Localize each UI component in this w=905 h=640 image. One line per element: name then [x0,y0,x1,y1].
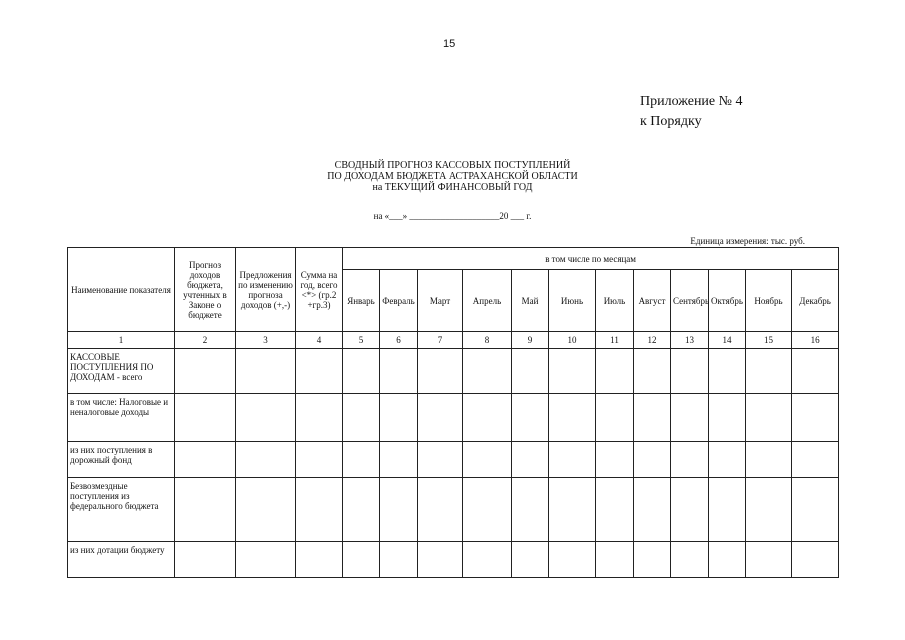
table-cell [709,442,746,478]
table-cell [634,542,671,578]
table-cell [549,394,596,442]
table-cell [512,478,549,542]
header-month: Январь [343,270,380,332]
column-number: 4 [296,332,343,349]
header-name: Наименование показателя [68,248,175,332]
table-cell [792,394,839,442]
table-cell [418,542,463,578]
table-cell [746,442,792,478]
table-cell [792,478,839,542]
column-number: 8 [463,332,512,349]
page-number: 15 [443,38,456,50]
table-cell [463,394,512,442]
table-row [68,349,839,394]
column-number: 1 [68,332,175,349]
header-month: Сентябрь [671,270,709,332]
table-row [68,542,839,578]
column-number: 6 [380,332,418,349]
header-month: Апрель [463,270,512,332]
table-cell [296,478,343,542]
column-number: 11 [596,332,634,349]
row-label: КАССОВЫЕ ПОСТУПЛЕНИЯ ПО ДОХОДАМ - всего [68,349,175,394]
table-cell [236,542,296,578]
table-cell [671,349,709,394]
table-cell [596,349,634,394]
column-number: 5 [343,332,380,349]
table-cell [296,442,343,478]
row-label: Безвозмездные поступления из федерального бюджета [68,478,175,542]
appendix-line-1: Приложение № 4 [640,94,743,109]
column-number-row [68,332,839,349]
header-month: Ноябрь [746,270,792,332]
table-cell [380,442,418,478]
table-cell [380,542,418,578]
table-cell [792,442,839,478]
column-number: 13 [671,332,709,349]
table-cell [175,394,236,442]
appendix-block [640,92,743,132]
row-label: из них дотации бюджету [68,542,175,578]
table-cell [746,542,792,578]
table-cell [236,478,296,542]
date-line: на «___» ____________________20 ___ г. [373,211,532,221]
table-cell [512,442,549,478]
table-cell [596,478,634,542]
table-cell [634,349,671,394]
table-cell [175,349,236,394]
document-title [240,160,665,193]
unit-of-measure: Единица измерения: тыс. руб. [690,236,805,246]
table-row [68,478,839,542]
table-cell [709,394,746,442]
table-cell [418,442,463,478]
column-number: 12 [634,332,671,349]
table-cell [792,349,839,394]
table-cell [746,394,792,442]
table-cell [343,442,380,478]
column-number: 3 [236,332,296,349]
table-cell [380,349,418,394]
table-cell [709,349,746,394]
table-cell [596,542,634,578]
table-cell [175,542,236,578]
table-cell [671,478,709,542]
title-line-3: на ТЕКУЩИЙ ФИНАНСОВЫЙ ГОД [372,182,533,193]
table-cell [343,478,380,542]
table-cell [463,478,512,542]
table-cell [418,394,463,442]
header-month: Май [512,270,549,332]
table-cell [175,442,236,478]
table-cell [709,542,746,578]
header-month: Август [634,270,671,332]
column-number: 14 [709,332,746,349]
header-month: Февраль [380,270,418,332]
table-cell [671,542,709,578]
table-cell [634,394,671,442]
table-cell [343,349,380,394]
header-forecast: Прогноз доходов бюджета, учтенных в Законе о бюджете [175,248,236,332]
header-month: Июль [596,270,634,332]
table-cell [549,542,596,578]
table-cell [634,442,671,478]
row-label: в том числе: Налоговые и неналоговые доходы [68,394,175,442]
table-cell [549,442,596,478]
table-cell [236,394,296,442]
table-cell [634,478,671,542]
table-row [68,442,839,478]
header-month: Октябрь [709,270,746,332]
table-cell [296,349,343,394]
table-cell [175,478,236,542]
title-line-2: ПО ДОХОДАМ БЮДЖЕТА АСТРАХАНСКОЙ ОБЛАСТИ [327,171,578,182]
table-cell [671,394,709,442]
table-row [68,394,839,442]
table-cell [746,478,792,542]
column-number: 16 [792,332,839,349]
title-line-1: СВОДНЫЙ ПРОГНОЗ КАССОВЫХ ПОСТУПЛЕНИЙ [334,160,571,171]
table-cell [746,349,792,394]
table-cell [418,478,463,542]
header-total: Сумма на год, всего <*> (гр.2 +гр.3) [296,248,343,332]
table-cell [463,349,512,394]
column-number: 15 [746,332,792,349]
table-cell [512,542,549,578]
table-cell [596,442,634,478]
table-cell [463,442,512,478]
table-cell [296,394,343,442]
row-label: из них поступления в дорожный фонд [68,442,175,478]
table-cell [671,442,709,478]
forecast-table [67,247,839,578]
table-cell [549,478,596,542]
table-cell [343,394,380,442]
column-number: 10 [549,332,596,349]
table-cell [380,478,418,542]
table-cell [596,394,634,442]
header-month: Июнь [549,270,596,332]
table-cell [296,542,343,578]
table-cell [792,542,839,578]
column-number: 7 [418,332,463,349]
table-cell [549,349,596,394]
table-cell [236,442,296,478]
appendix-line-2: к Порядку [640,114,702,129]
column-number: 9 [512,332,549,349]
table-cell [512,349,549,394]
header-proposal: Предложения по изменению прогноза доходов (+,-) [236,248,296,332]
table-cell [236,349,296,394]
table-cell [512,394,549,442]
table-cell [343,542,380,578]
header-months-group: в том числе по месяцам [343,248,839,270]
column-number: 2 [175,332,236,349]
table-cell [709,478,746,542]
table-cell [380,394,418,442]
table-cell [463,542,512,578]
header-month: Март [418,270,463,332]
header-month: Декабрь [792,270,839,332]
table-cell [418,349,463,394]
